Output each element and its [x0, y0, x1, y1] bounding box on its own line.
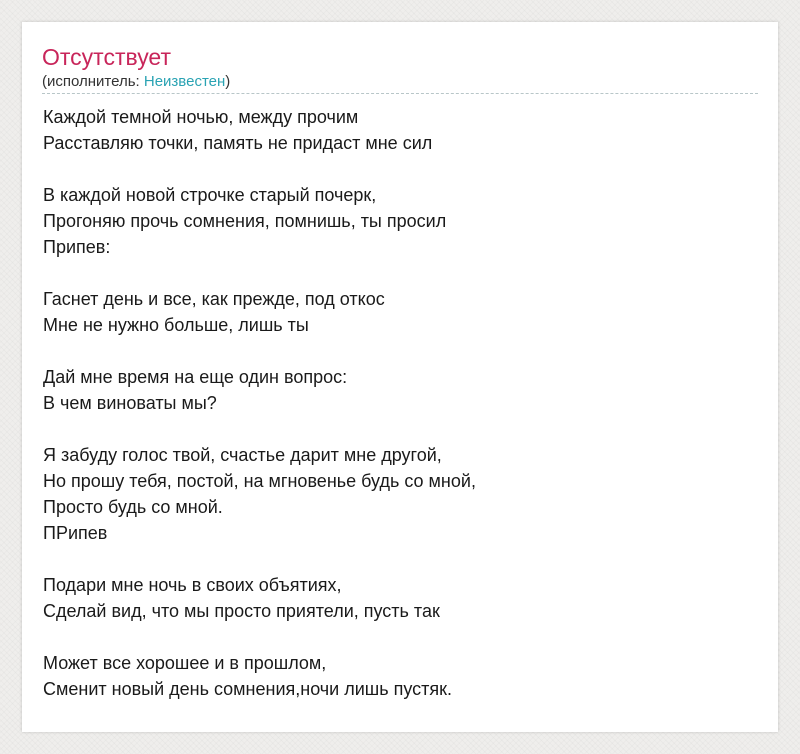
lyric-line: Я забуду голос твой, счастье дарит мне другой,	[43, 445, 442, 465]
lyric-line: Гаснет день и все, как прежде, под откос	[43, 289, 385, 309]
artist-prefix: (исполнитель:	[42, 73, 144, 90]
lyric-line: В каждой новой строчке старый почерк,	[43, 185, 377, 205]
artist-line	[42, 73, 230, 91]
lyric-blank-line	[43, 156, 763, 182]
divider	[42, 93, 758, 94]
lyric-line: Расставляю точки, память не придаст мне сил	[43, 133, 433, 153]
lyric-line: Подари мне ночь в своих объятиях,	[43, 575, 342, 595]
lyric-line: В чем виноваты мы?	[43, 393, 217, 413]
song-title: Отсутствует	[42, 44, 171, 70]
lyric-line: Сменит новый день сомнения,ночи лишь пустяк.	[43, 679, 453, 699]
lyric-line: Дай мне время на еще один вопрос:	[43, 367, 348, 387]
lyric-blank-line	[43, 338, 763, 364]
lyric-line: Сделай вид, что мы просто приятели, пусть так	[43, 601, 440, 621]
lyric-blank-line	[43, 260, 763, 286]
artist-suffix: )	[225, 73, 231, 90]
chorus-label: ПРипев	[43, 523, 108, 543]
lyric-line: Прогоняю прочь сомнения, помнишь, ты просил	[43, 211, 447, 231]
chorus-label: Припев:	[43, 237, 111, 257]
artist-link[interactable]: Неизвестен	[143, 73, 226, 90]
lyric-blank-line	[43, 546, 763, 572]
lyric-line: Просто будь со мной.	[43, 497, 223, 517]
lyrics-card	[22, 22, 778, 732]
lyric-line: Но прошу тебя, постой, на мгновенье будь со мной,	[43, 471, 476, 491]
lyric-line: Каждой темной ночью, между прочим	[43, 107, 359, 127]
lyric-line: Может все хорошее и в прошлом,	[43, 653, 327, 673]
lyric-blank-line	[43, 624, 763, 650]
lyric-blank-line	[43, 416, 763, 442]
lyrics-text	[43, 104, 763, 702]
lyric-line: Мне не нужно больше, лишь ты	[43, 315, 309, 335]
